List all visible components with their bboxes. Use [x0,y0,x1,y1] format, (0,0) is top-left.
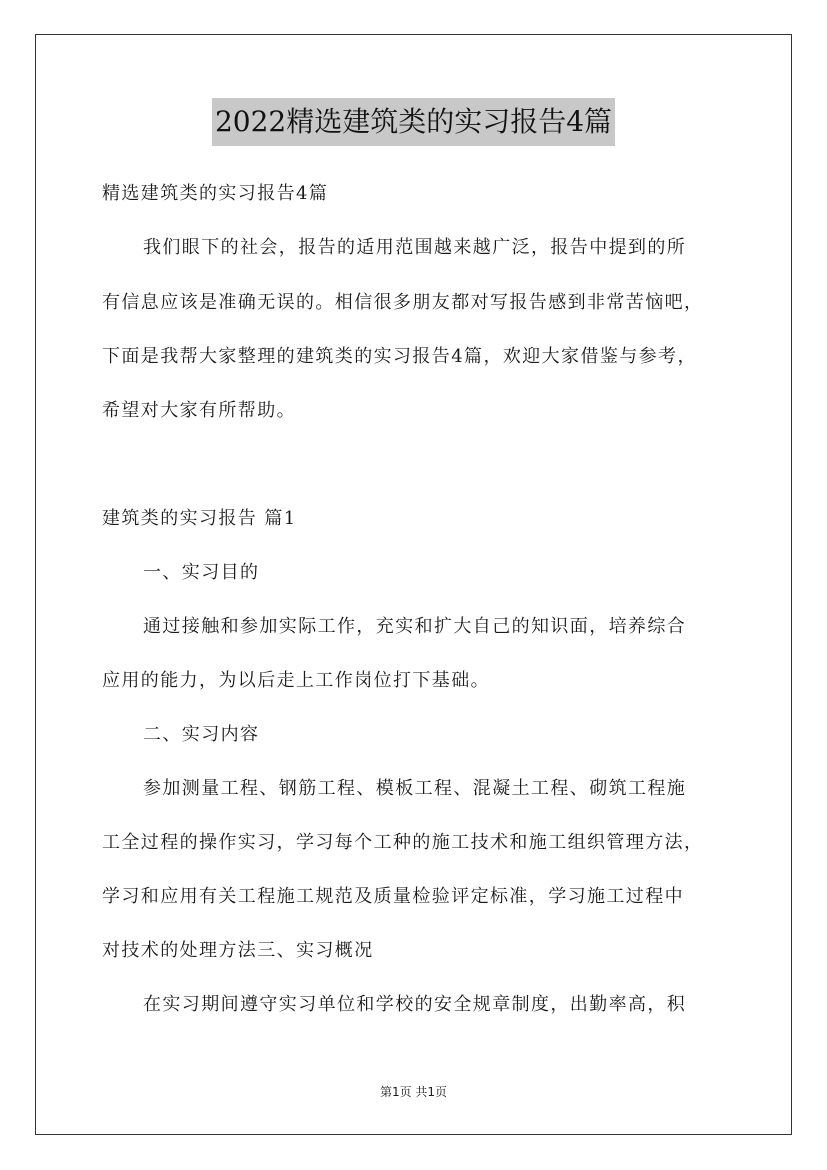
intro-line: 有信息应该是准确无误的。相信很多朋友都对写报告感到非常苦恼吧， [102,292,704,313]
heading-purpose: 一、实习目的 [143,562,260,583]
paragraph-line: 学习和应用有关工程施工规范及质量检验评定标准，学习施工过程中 [102,886,684,907]
paragraph-line: 参加测量工程、钢筋工程、模板工程、混凝土工程、砌筑工程施 [143,778,687,799]
intro-line: 下面是我帮大家整理的建筑类的实习报告4篇，欢迎大家借鉴与参考， [102,346,697,367]
paragraph-line: 工全过程的操作实习，学习每个工种的施工技术和施工组织管理方法， [102,832,704,853]
paragraph-line: 应用的能力，为以后走上工作岗位打下基础。 [102,670,490,691]
paragraph-line: 在实习期间遵守实习单位和学校的安全规章制度，出勤率高，积 [143,994,687,1015]
document-title: 2022精选建筑类的实习报告4篇 [212,98,615,146]
document-subtitle: 精选建筑类的实习报告4篇 [102,183,329,204]
section-title: 建筑类的实习报告 篇1 [102,508,297,529]
page-footer: 第1页 共1页 [379,1085,448,1099]
paragraph-line: 对技术的处理方法三、实习概况 [102,940,374,961]
intro-line: 我们眼下的社会，报告的适用范围越来越广泛，报告中提到的所 [143,237,687,258]
title-container [0,98,827,146]
intro-line: 希望对大家有所帮助。 [102,400,296,421]
paragraph-line: 通过接触和参加实际工作，充实和扩大自己的知识面，培养综合 [143,616,687,637]
heading-content: 二、实习内容 [143,724,260,745]
